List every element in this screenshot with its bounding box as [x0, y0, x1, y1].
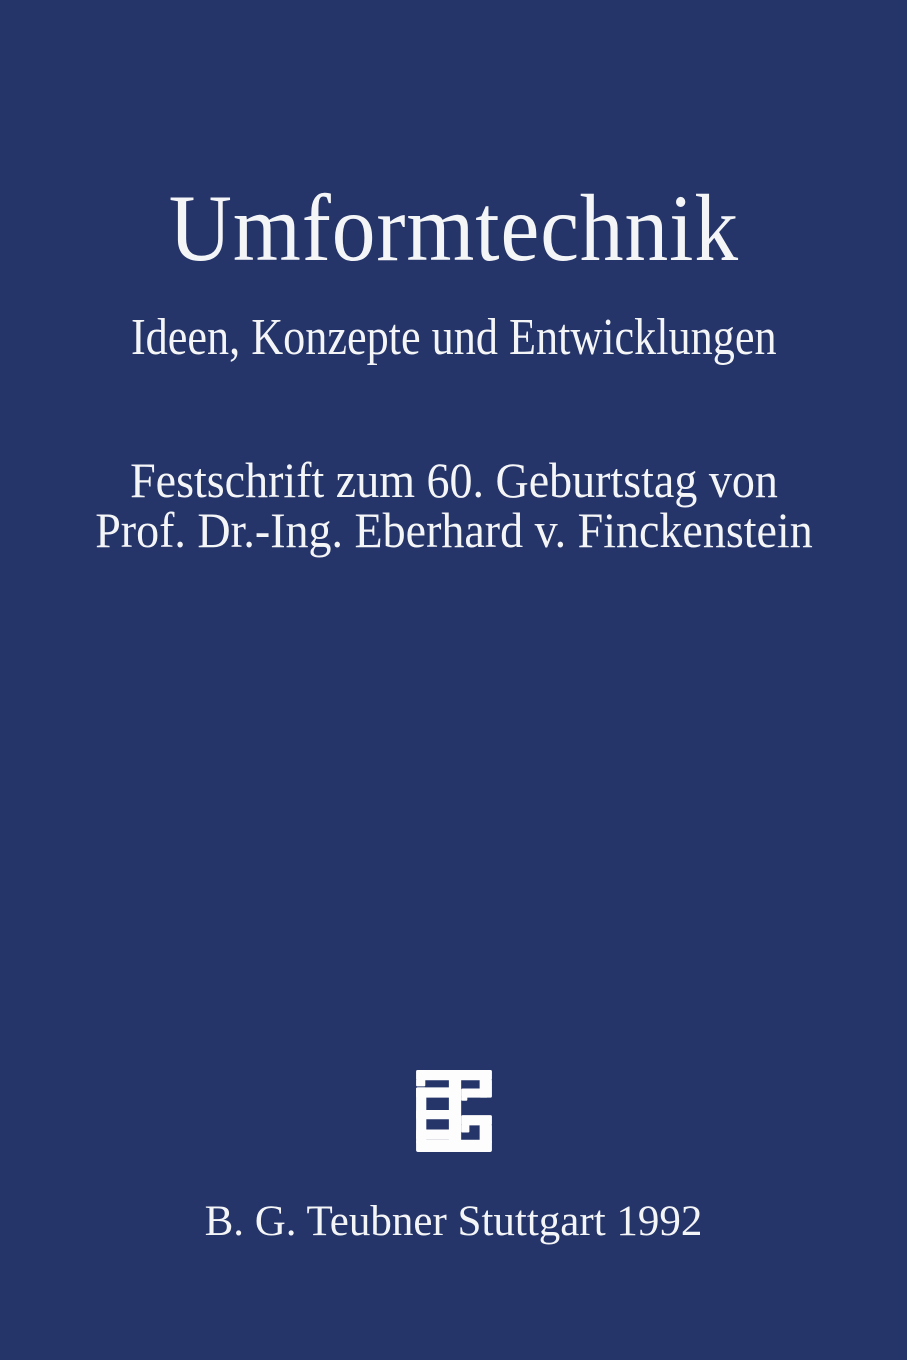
book-title — [0, 175, 907, 281]
publisher-imprint — [0, 1200, 907, 1243]
dedication — [0, 452, 907, 558]
book-subtitle-text: Ideen, Konzepte und Entwicklungen — [130, 309, 777, 366]
book-title-text: Umformtechnik — [168, 175, 739, 281]
book-subtitle — [0, 309, 907, 366]
teubner-monogram-icon — [416, 1070, 492, 1152]
dedication-line-2: Prof. Dr.-Ing. Eberhard v. Finckenstein — [94, 502, 813, 558]
publisher-imprint-text: B. G. Teubner Stuttgart 1992 — [204, 1198, 703, 1245]
dedication-line-1: Festschrift zum 60. Geburtstag von — [129, 452, 778, 508]
dedication-lines — [94, 452, 813, 558]
